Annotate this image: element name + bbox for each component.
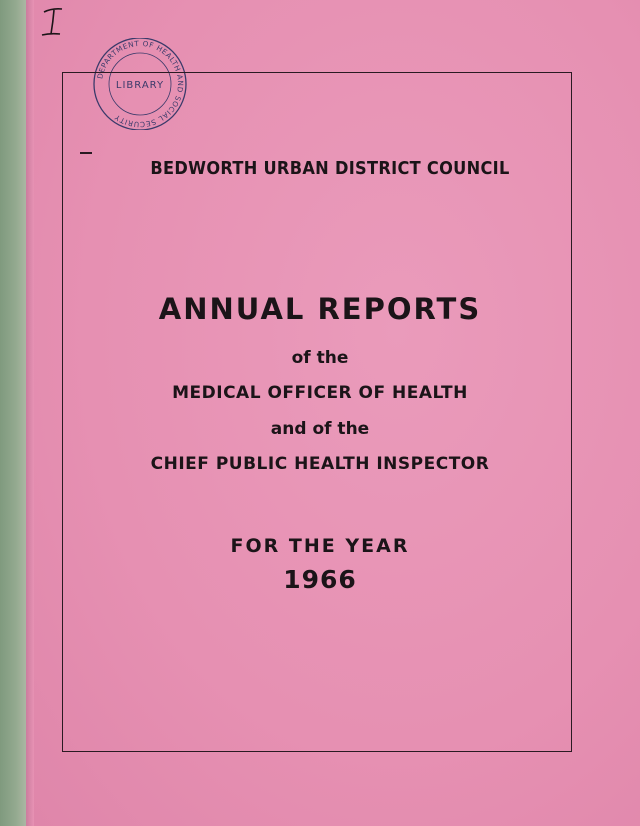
stamp-ring-text: DEPARTMENT OF HEALTH AND SOCIAL SECURITY [95,38,186,130]
stamp-center-text: LIBRARY [115,80,165,91]
margin-tick-mark [80,152,92,154]
chief-inspector-line: CHIEF PUBLIC HEALTH INSPECTOR [150,454,490,474]
report-year: 1966 [283,565,357,594]
medical-officer-line: MEDICAL OFFICER OF HEALTH [172,383,468,403]
and-of-the-line: and of the [270,419,370,439]
handwritten-catalogue-mark [38,4,68,40]
book-spine [0,0,26,826]
council-name: BEDWORTH URBAN DISTRICT COUNCIL [150,158,510,179]
report-title: ANNUAL REPORTS [158,292,482,326]
spine-shadow [26,0,34,826]
of-the-line: of the [291,348,349,368]
for-the-year-line: FOR THE YEAR [230,535,410,557]
